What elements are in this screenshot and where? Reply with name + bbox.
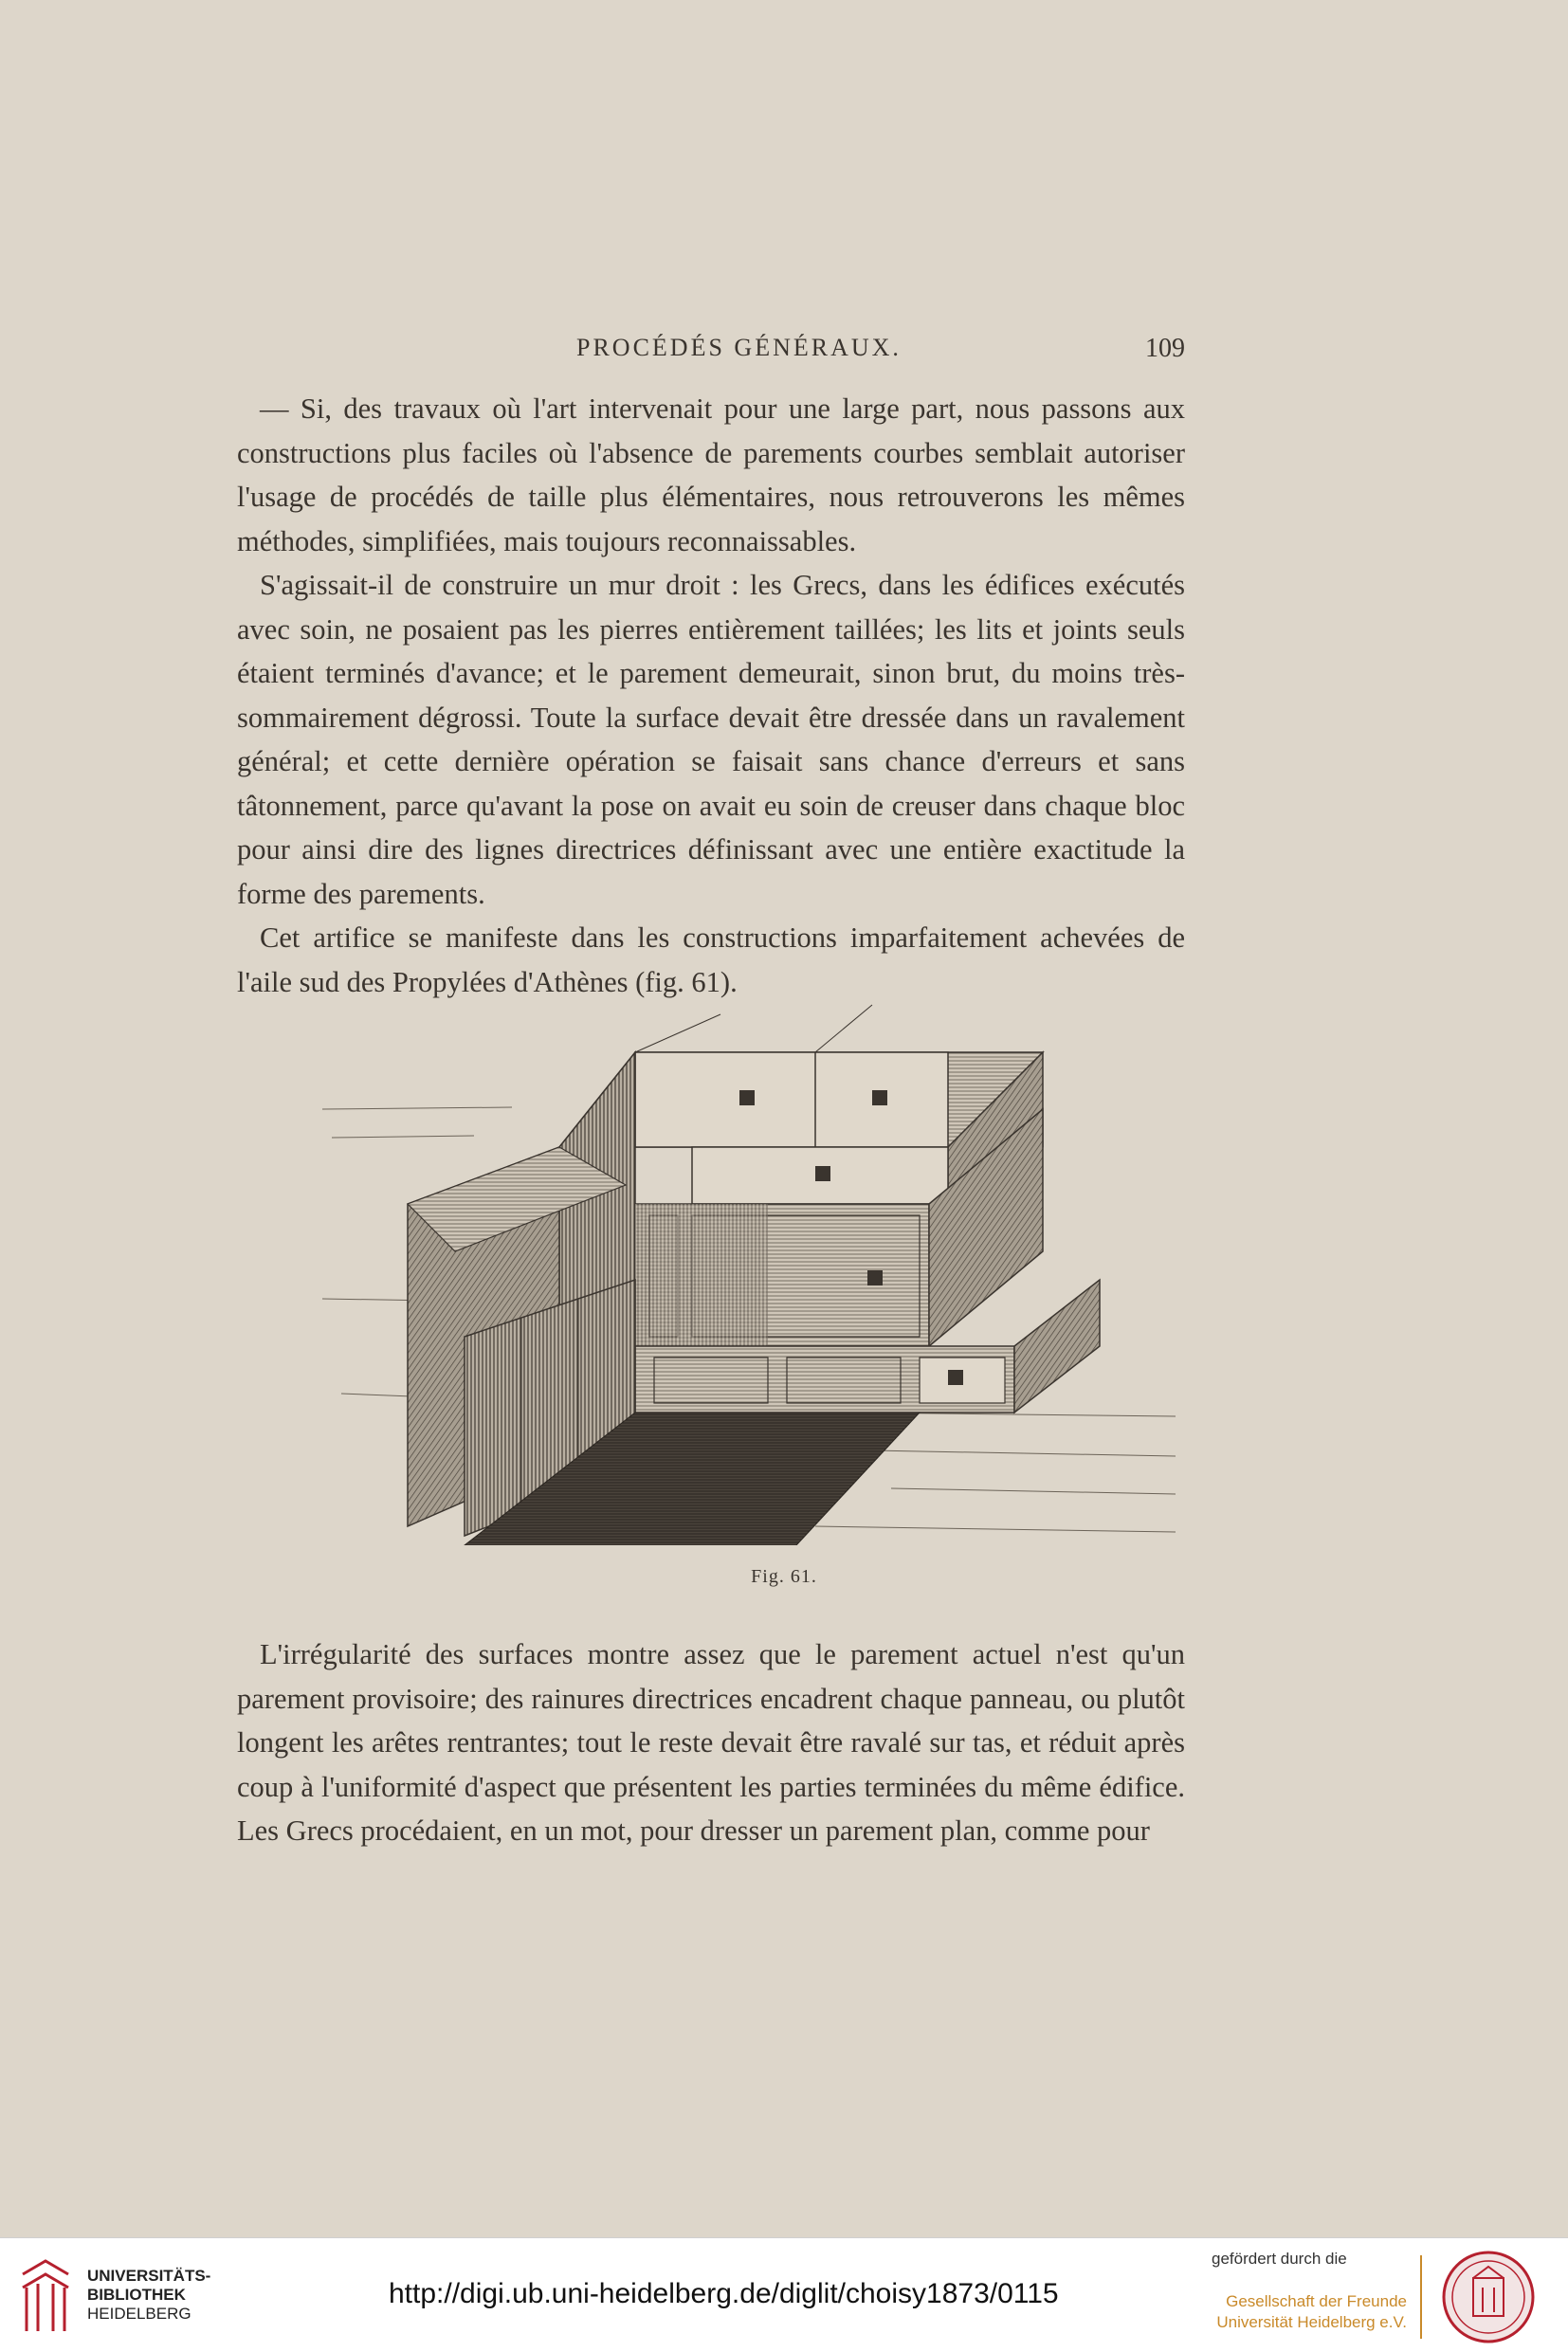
sponsor-label: gefördert durch die — [1212, 2250, 1347, 2268]
running-head: PROCÉDÉS GÉNÉRAUX. — [576, 334, 902, 361]
library-name-line: HEIDELBERG — [87, 2305, 191, 2323]
university-library-logo-icon — [17, 2255, 74, 2337]
permalink-url[interactable]: http://digi.ub.uni-heidelberg.de/diglit/choisy1873/0115 — [389, 2278, 1059, 2309]
sponsor-name-line: Gesellschaft der Freunde — [1226, 2292, 1407, 2310]
paragraph: L'irrégularité des surfaces montre assez que le parement actuel n'est qu'un parement provisoire; des rainures directrices encadrent chaque panneau, ou plutôt longent les arêtes rentrantes; tout le reste devait être ravalé sur tas, et réduit après coup à l'uniformité d'aspect que présentent les parties terminées du même édifice. Les Grecs procédaient, en un mot, pour dresser un parement plan, comme pour — [237, 1638, 1185, 1847]
paragraph: S'agissait-il de construire un mur droit : les Grecs, dans les édifices exécutés avec soin, ne posaient pas les pierres entièrement taillées; les lits et joints seuls étaient terminés d'avance; et le parement demeurait, sinon brut, du moins très-sommairement dégrossi. Toute la surface devait être dressée dans un ravalement général; et cette dernière opération se faisait sans chance d'erreurs et sans tâtonnement, parce qu'avant la pose on avait eu soin de creuser dans chaque bloc pour ainsi dire des lignes directrices définissant avec une entière exactitude la forme des parements. — [237, 569, 1185, 910]
library-name — [87, 2267, 210, 2324]
sponsor-name — [1212, 2291, 1407, 2333]
footer-bar — [0, 2237, 1568, 2352]
paragraph: Cet artifice se manifeste dans les constructions imparfaitement achevées de l'aile sud des Propylées d'Athènes (fig. 61). — [237, 921, 1185, 998]
footer-divider — [1420, 2255, 1422, 2339]
library-name-line: BIBLIOTHEK — [87, 2286, 186, 2304]
paragraph: — Si, des travaux où l'art intervenait pour une large part, nous passons aux constructions plus faciles où l'absence de parements courbes semblait autoriser l'usage de procédés de taille plus élémentaires, nous retrouverons les mêmes méthodes, simplifiées, mais toujours reconnaissables. — [237, 392, 1185, 557]
body-text-top — [237, 387, 1185, 1004]
sponsor-name-line: Universität Heidelberg e.V. — [1216, 2313, 1407, 2331]
figure-engraving — [322, 995, 1194, 1545]
body-text-bottom — [237, 1632, 1185, 1853]
figure-caption: Fig. 61. — [751, 1566, 817, 1587]
page-header — [237, 334, 1185, 372]
page-number: 109 — [1145, 334, 1185, 363]
masonry-blocks-engraving — [322, 995, 1194, 1545]
university-seal-icon — [1441, 2250, 1536, 2344]
library-name-line: UNIVERSITÄTS- — [87, 2267, 211, 2285]
